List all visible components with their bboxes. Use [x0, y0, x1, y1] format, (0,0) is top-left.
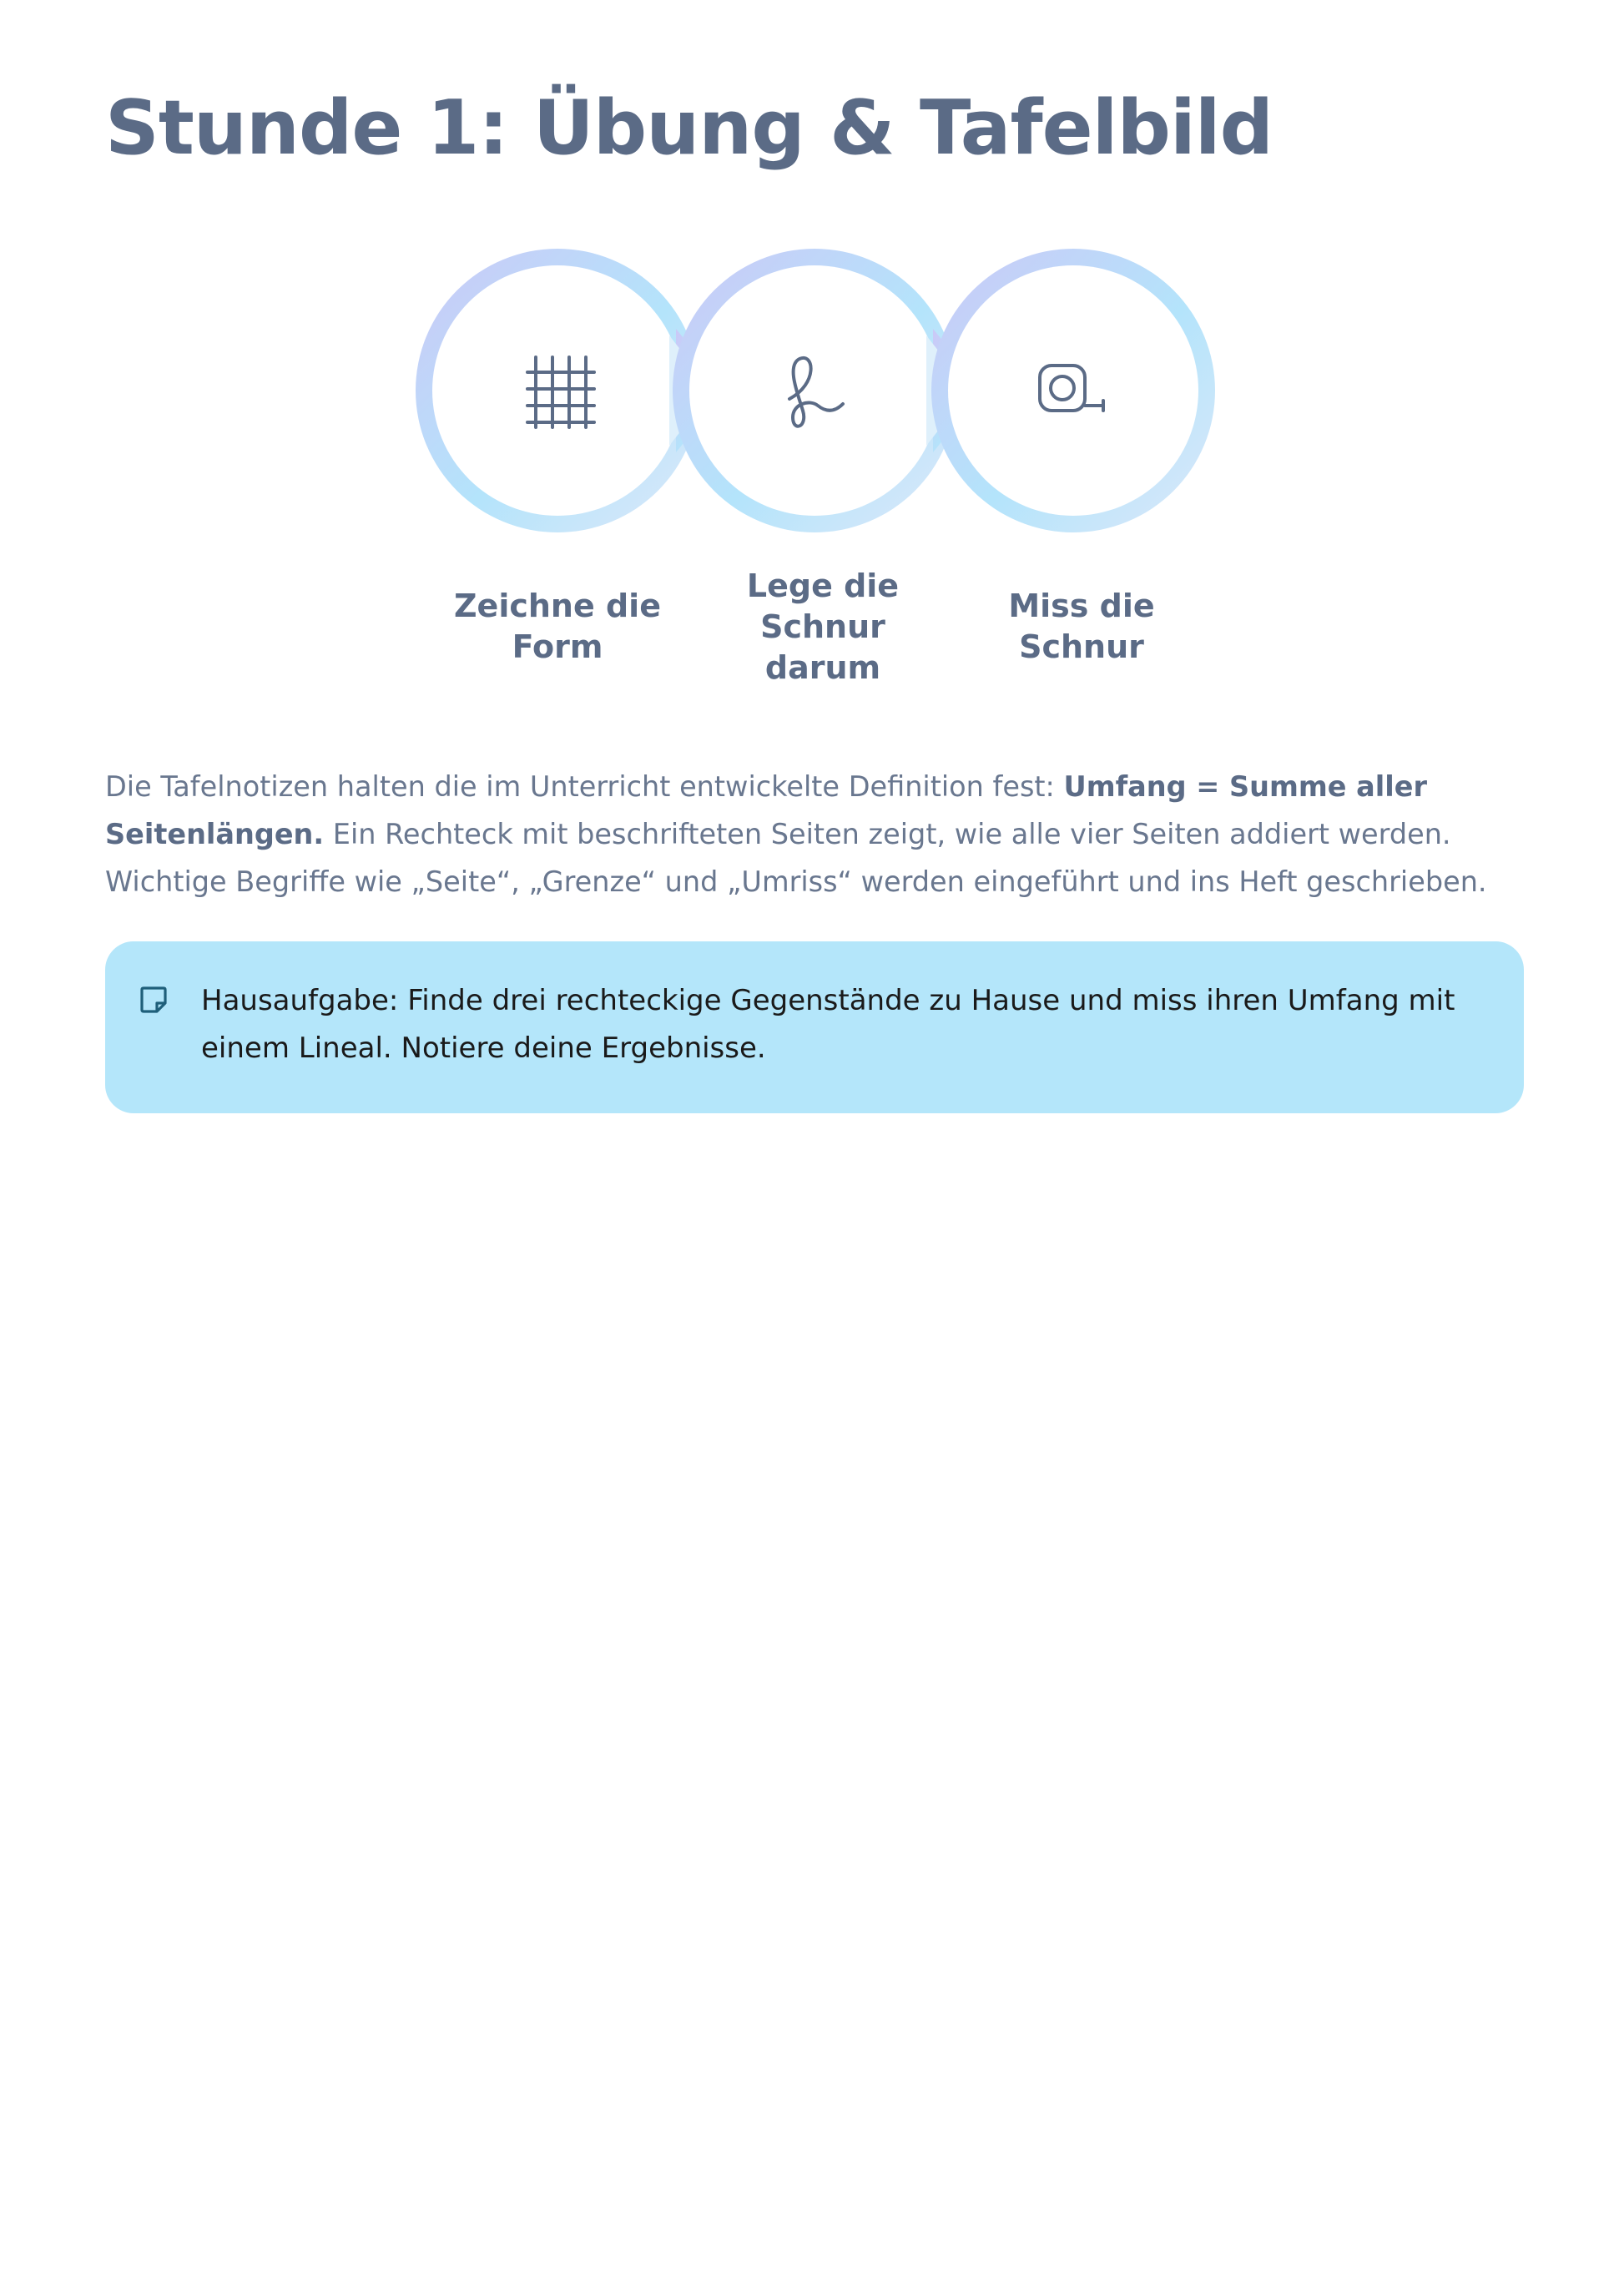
step-label-1: Zeichne die Form — [454, 588, 661, 665]
step-label-2: Lege die Schnur darum — [746, 567, 900, 686]
homework-callout — [105, 941, 1524, 1113]
step-label-3: Miss die Schnur — [1008, 588, 1155, 665]
process-diagram — [401, 242, 1227, 686]
description-intro: Die Tafelnotizen halten die im Unterricht entwickelte Definition fest: — [105, 770, 1064, 803]
definition-text: Umfang = Summe aller Seitenlängen. — [105, 770, 1427, 850]
page-title: Stunde 1: Übung & Tafelbild — [105, 84, 1273, 172]
description-paragraph — [105, 763, 1541, 905]
description-rest: Ein Rechteck mit beschrifteten Seiten zeigt, wie alle vier Seiten addiert werden. Wichtige Begriffe wie „Seite“, „Grenze“ und „Umriss“ werden eingeführt und ins Heft geschrieben. — [105, 818, 1487, 898]
sticky-note-icon — [139, 985, 169, 1015]
homework-text: Hausaufgabe: Finde drei rechteckige Gegenstände zu Hause und miss ihren Umfang mit einem Lineal. Notiere deine Ergebnisse. — [201, 984, 1455, 1065]
process-rings — [401, 242, 1227, 559]
